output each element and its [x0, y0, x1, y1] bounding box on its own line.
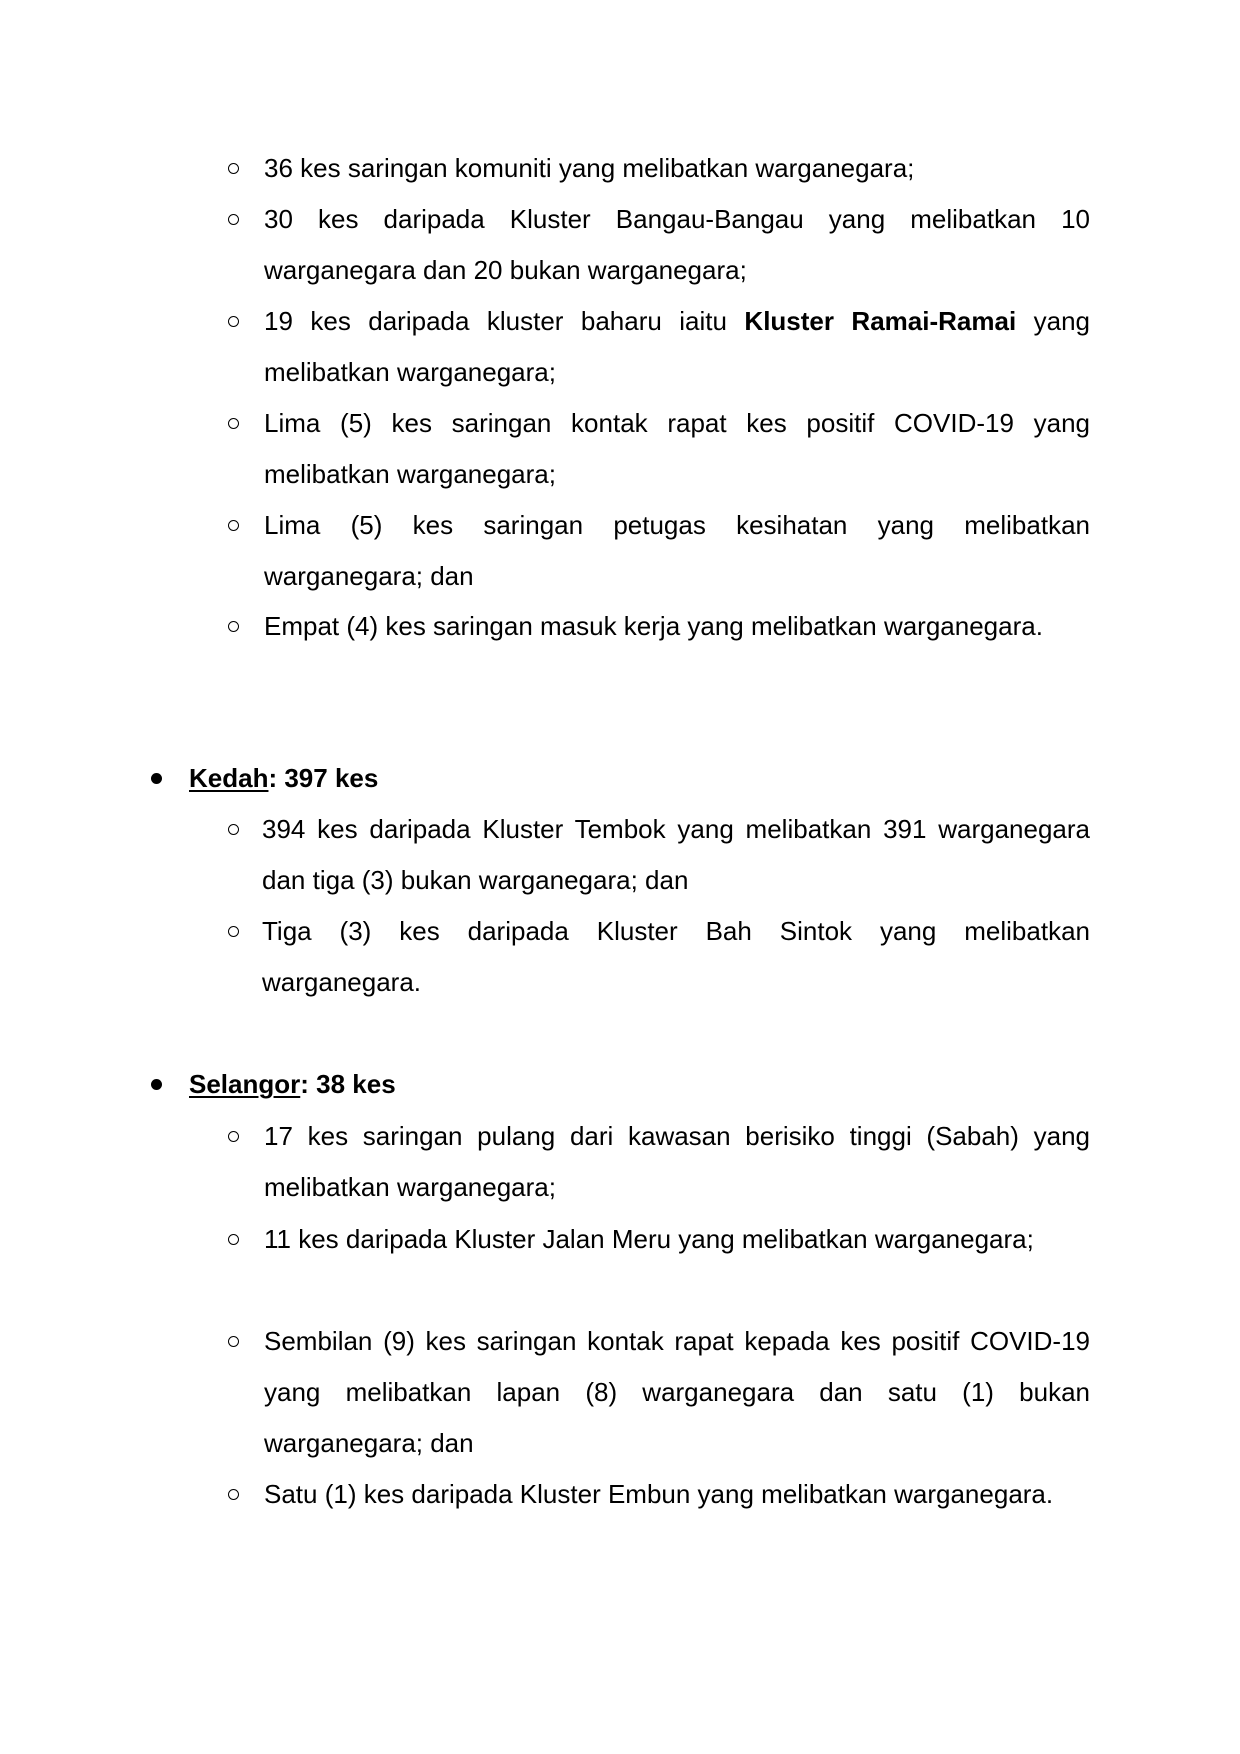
list-item: 36 kes saringan komuniti yang melibatkan warganegara; — [264, 153, 915, 183]
list-item: Lima (5) kes saringan petugas kesihatan yang melibatkan warganegara; dan — [264, 510, 1090, 591]
case-count: : 397 kes — [268, 763, 379, 793]
case-count: : 38 kes — [300, 1069, 396, 1099]
item-text: 19 kes daripada kluster baharu iaitu — [264, 306, 745, 336]
list-item: Satu (1) kes daripada Kluster Embun yang melibatkan warganegara. — [264, 1479, 1054, 1509]
circle-bullet-icon — [228, 1336, 239, 1347]
circle-bullet-icon — [228, 824, 239, 835]
state-name: Kedah — [189, 763, 269, 793]
list-item: Tiga (3) kes daripada Kluster Bah Sintok yang melibatkan warganegara. — [262, 916, 1090, 997]
cluster-name: Kluster Ramai-Ramai — [744, 306, 1017, 336]
list-item: 11 kes daripada Kluster Jalan Meru yang melibatkan warganegara; — [264, 1224, 1034, 1254]
circle-bullet-icon — [228, 1234, 239, 1245]
bullet-icon — [151, 773, 162, 784]
state-heading-kedah — [189, 753, 378, 804]
circle-bullet-icon — [228, 214, 239, 225]
circle-bullet-icon — [228, 1131, 239, 1142]
bullet-icon — [151, 1079, 162, 1090]
circle-bullet-icon — [228, 520, 239, 531]
circle-bullet-icon — [228, 1489, 239, 1500]
list-item: 394 kes daripada Kluster Tembok yang melibatkan 391 warganegara dan tiga (3) bukan warganegara; dan — [262, 814, 1090, 895]
list-item — [264, 296, 1090, 398]
list-item: Empat (4) kes saringan masuk kerja yang melibatkan warganegara. — [264, 611, 1043, 641]
item-text: yang melibatkan warganegara; — [264, 306, 1090, 387]
circle-bullet-icon — [228, 316, 239, 327]
list-item: Sembilan (9) kes saringan kontak rapat kepada kes positif COVID-19 yang melibatkan lapan (8) warganegara dan satu (1) bukan warganegara; dan — [264, 1326, 1090, 1458]
circle-bullet-icon — [228, 418, 239, 429]
state-heading-selangor — [189, 1059, 396, 1110]
list-item: 17 kes saringan pulang dari kawasan berisiko tinggi (Sabah) yang melibatkan warganegara; — [264, 1121, 1090, 1202]
circle-bullet-icon — [228, 926, 239, 937]
state-name: Selangor — [189, 1069, 301, 1099]
circle-bullet-icon — [228, 163, 239, 174]
list-item: Lima (5) kes saringan kontak rapat kes positif COVID-19 yang melibatkan warganegara; — [264, 408, 1090, 489]
list-item: 30 kes daripada Kluster Bangau-Bangau yang melibatkan 10 warganegara dan 20 bukan warganegara; — [264, 204, 1090, 285]
circle-bullet-icon — [228, 621, 239, 632]
